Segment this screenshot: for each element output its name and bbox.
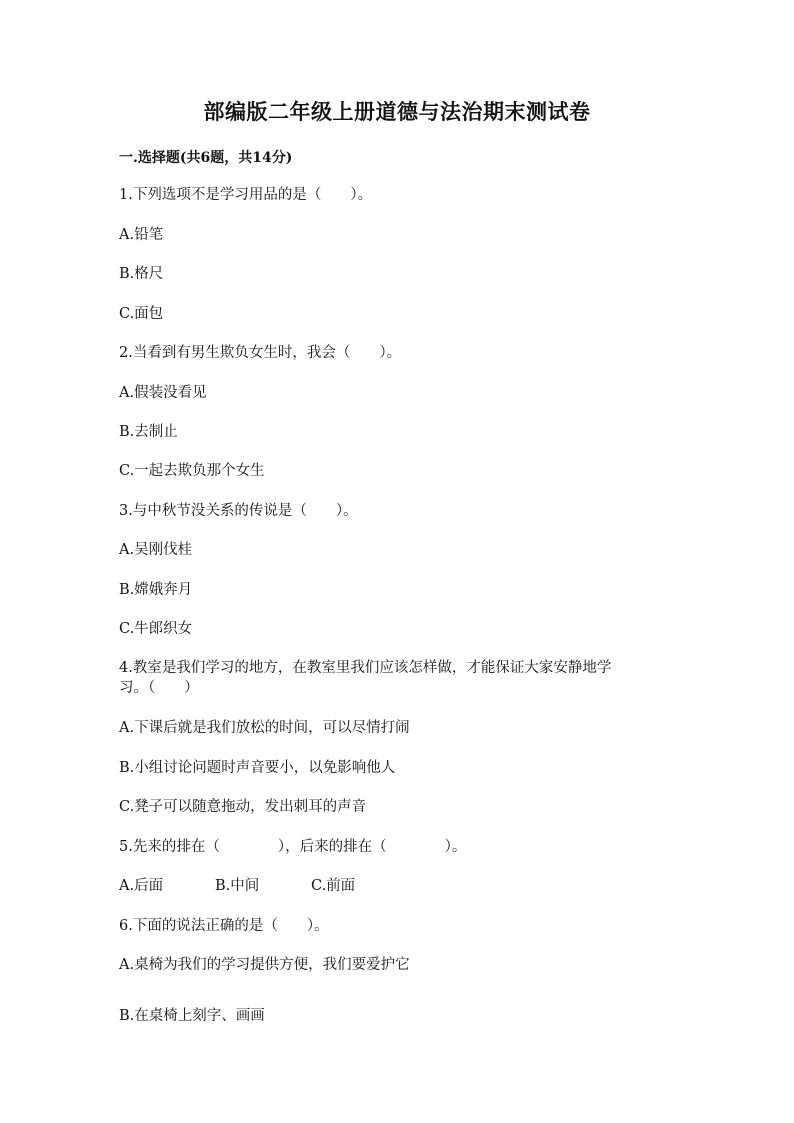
question-2-stem: 2.当看到有男生欺负女生时，我会（ ）。	[119, 345, 402, 361]
question-1-option-b: B.格尺	[119, 266, 164, 282]
question-3-option-c: C.牛郎织女	[119, 621, 193, 637]
question-6-stem: 6.下面的说法正确的是（ ）。	[119, 918, 329, 934]
question-3-option-b: B.嫦娥奔月	[119, 582, 193, 598]
question-4-option-a: A.下课后就是我们放松的时间，可以尽情打闹	[119, 720, 410, 736]
question-1-option-c: C.面包	[119, 306, 164, 322]
question-2-option-a: A.假装没看见	[119, 385, 207, 401]
question-5-option-b: B.中间	[215, 878, 260, 894]
question-4-option-c: C.凳子可以随意拖动，发出刺耳的声音	[119, 799, 367, 815]
section-heading: 一.选择题(共6题，共14分)	[119, 150, 293, 166]
question-6-option-a: A.桌椅为我们的学习提供方便，我们要爱护它	[119, 957, 410, 973]
question-1-stem: 1.下列选项不是学习用品的是（ ）。	[119, 187, 373, 203]
question-5-option-a: A.后面	[119, 878, 164, 894]
question-3-option-a: A.吴刚伐桂	[119, 542, 193, 558]
question-5-option-c: C.前面	[311, 878, 356, 894]
question-1-option-a: A.铅笔	[119, 227, 164, 243]
exam-title: 部编版二年级上册道德与法治期末测试卷	[203, 99, 591, 124]
question-4-option-b: B.小组讨论问题时声音要小，以免影响他人	[119, 760, 396, 776]
question-4-stem-line-2: 习。（ ）	[119, 680, 199, 696]
question-5-options	[119, 876, 355, 897]
question-3-stem: 3.与中秋节没关系的传说是（ ）。	[119, 503, 358, 519]
question-2-option-b: B.去制止	[119, 424, 178, 440]
question-6-option-b: B.在桌椅上刻字、画画	[119, 1008, 265, 1024]
question-4-stem-line-1: 4.教室是我们学习的地方，在教室里我们应该怎样做，才能保证大家安静地学	[119, 660, 612, 676]
question-5-stem: 5.先来的排在（ ），后来的排在（ ）。	[119, 839, 467, 855]
question-2-option-c: C.一起去欺负那个女生	[119, 463, 265, 479]
